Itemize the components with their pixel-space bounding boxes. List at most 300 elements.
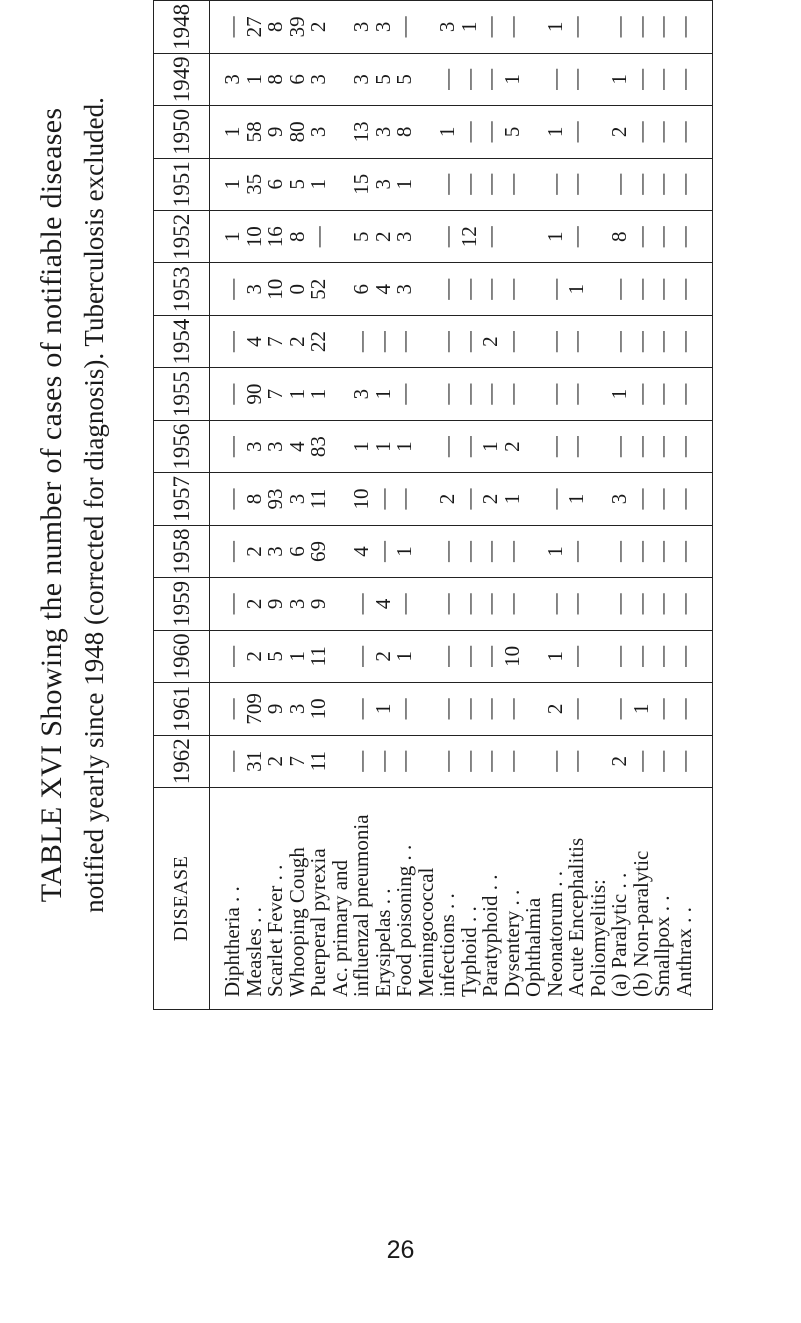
case-count: —: [542, 593, 567, 615]
case-count: —: [671, 173, 696, 195]
case-count: —: [478, 645, 502, 667]
case-count: [416, 159, 438, 210]
case-count: 5: [263, 651, 287, 662]
disease-name: Paratyphoid . .: [478, 874, 502, 997]
case-count: [523, 578, 545, 629]
case-count: —: [456, 173, 481, 195]
case-count: —: [628, 278, 653, 300]
year-header: 1953: [154, 263, 210, 315]
case-count: —: [392, 698, 416, 720]
disease-name: Diphtheria . .: [220, 886, 244, 997]
case-count: [330, 473, 352, 524]
case-count: [416, 421, 438, 472]
case-count: 9: [263, 703, 287, 715]
case-count: —: [542, 383, 567, 405]
case-count: —: [607, 540, 631, 562]
case-count: 5: [349, 231, 373, 242]
case-count: —: [456, 68, 481, 90]
case-count: —: [456, 121, 481, 143]
case-count: —: [650, 698, 674, 720]
year-values-cell: [210, 315, 713, 367]
case-count: —: [650, 593, 674, 615]
case-count: —: [435, 331, 459, 353]
case-count: —: [628, 331, 653, 353]
case-count: 3: [349, 388, 373, 400]
case-count: —: [220, 383, 244, 405]
case-count: —: [564, 698, 588, 720]
case-count: —: [650, 645, 674, 667]
case-count: —: [650, 68, 674, 90]
case-count: 1: [392, 546, 416, 557]
disease-names-cell: [210, 788, 713, 1010]
case-count: —: [435, 645, 459, 667]
case-count: 93: [263, 488, 287, 510]
case-count: —: [392, 16, 416, 38]
year-values-cell: [210, 106, 713, 158]
case-count: 1: [284, 388, 309, 400]
case-count: —: [542, 278, 567, 300]
case-count: —: [628, 16, 653, 38]
case-count: [330, 368, 352, 419]
case-count: —: [435, 750, 459, 772]
case-count: [588, 106, 610, 157]
disease-name: Acute Encephalitis: [564, 837, 588, 997]
case-count: 3: [284, 703, 309, 715]
case-count: —: [392, 750, 416, 772]
case-count: 3: [220, 74, 244, 85]
case-count: —: [542, 173, 567, 195]
case-count: 5: [370, 74, 395, 85]
case-count: —: [499, 331, 524, 353]
case-count: 11: [306, 488, 330, 510]
disease-name: Meningococcal: [413, 867, 438, 997]
year-header: 1958: [154, 525, 210, 577]
case-count: 9: [306, 598, 330, 610]
page-number: 26: [386, 1236, 415, 1264]
case-count: 3: [349, 74, 373, 85]
case-count: —: [220, 278, 244, 300]
disease-name: Measles . .: [241, 907, 266, 997]
case-count: 4: [349, 546, 373, 557]
case-count: —: [671, 540, 696, 562]
disease-name: influenzal pneumonia: [349, 814, 373, 997]
year-header: 1960: [154, 630, 210, 682]
case-count: —: [435, 540, 459, 562]
case-count: —: [628, 68, 653, 90]
case-count: 2: [478, 336, 502, 347]
case-count: 2: [435, 493, 459, 505]
case-count: [416, 316, 438, 367]
case-count: —: [650, 750, 674, 772]
case-count: [588, 316, 610, 367]
case-count: —: [220, 750, 244, 772]
case-count: —: [435, 68, 459, 90]
case-count: —: [542, 331, 567, 353]
disease-name: Puerperal pyrexia: [306, 848, 330, 997]
case-count: [523, 316, 545, 367]
case-count: 1: [392, 441, 416, 452]
year-values-cell: [210, 420, 713, 472]
case-count: 3: [370, 179, 395, 190]
case-count: —: [542, 436, 567, 458]
case-count: 10: [241, 226, 266, 248]
case-count: 12: [456, 226, 481, 248]
case-count: 3: [392, 283, 416, 295]
case-count: 3: [306, 74, 330, 85]
case-count: [523, 1, 545, 53]
case-count: —: [671, 750, 696, 772]
year-header: 1962: [154, 735, 210, 787]
header-row: [154, 1, 210, 1010]
year-values-cell: [210, 368, 713, 420]
case-count: 4: [241, 336, 266, 347]
case-count: [523, 106, 545, 157]
case-count: —: [392, 593, 416, 615]
case-count: —: [478, 226, 502, 248]
case-count: [416, 106, 438, 157]
case-count: 1: [607, 74, 631, 85]
case-count: —: [564, 436, 588, 458]
case-count: 3: [607, 493, 631, 505]
disease-name: Ac. primary and: [327, 859, 352, 997]
case-count: —: [220, 16, 244, 38]
case-count: —: [607, 16, 631, 38]
case-count: 8: [241, 493, 266, 505]
case-count: 1: [564, 493, 588, 505]
case-count: —: [564, 331, 588, 353]
case-count: 9: [263, 126, 287, 138]
case-count: —: [650, 278, 674, 300]
case-count: —: [370, 488, 395, 510]
case-count: 3: [306, 126, 330, 138]
case-count: 1: [456, 21, 481, 33]
case-count: —: [564, 68, 588, 90]
case-count: —: [220, 540, 244, 562]
case-count: 10: [349, 488, 373, 510]
case-count: —: [671, 436, 696, 458]
case-count: —: [349, 645, 373, 667]
year-values-cell: [210, 630, 713, 682]
case-count: —: [650, 488, 674, 510]
case-count: —: [607, 331, 631, 353]
case-count: 1: [542, 231, 567, 242]
year-values-cell: [210, 473, 713, 525]
case-count: 3: [263, 546, 287, 557]
case-count: —: [456, 698, 481, 720]
year-header: 1961: [154, 683, 210, 735]
disease-name: infections . .: [435, 893, 459, 997]
case-count: —: [370, 540, 395, 562]
case-count: [330, 1, 352, 53]
case-count: 1: [542, 21, 567, 33]
case-count: [523, 526, 545, 577]
case-count: [523, 683, 545, 734]
case-count: 27: [241, 16, 266, 38]
case-count: [588, 1, 610, 53]
case-count: —: [564, 593, 588, 615]
case-count: [588, 578, 610, 629]
case-count: —: [499, 540, 524, 562]
case-count: 7: [263, 336, 287, 347]
case-count: —: [220, 698, 244, 720]
case-count: 1: [478, 441, 502, 452]
case-count: —: [435, 698, 459, 720]
case-count: 1: [349, 441, 373, 452]
case-count: 3: [284, 598, 309, 610]
case-count: —: [671, 698, 696, 720]
case-count: —: [671, 68, 696, 90]
case-count: —: [370, 750, 395, 772]
case-count: 90: [241, 383, 266, 405]
disease-name: Ophthalmia: [521, 897, 545, 997]
case-count: —: [564, 540, 588, 562]
year-values-cell: [210, 735, 713, 787]
case-count: 1: [306, 179, 330, 190]
disease-name: Dysentery . .: [499, 889, 524, 997]
case-count: —: [671, 383, 696, 405]
case-count: —: [499, 750, 524, 772]
year-values-cell: [210, 158, 713, 210]
case-count: 6: [284, 546, 309, 557]
data-row: [210, 1, 713, 1010]
case-count: —: [478, 593, 502, 615]
case-count: —: [499, 593, 524, 615]
table-subtitle: notified yearly since 1948 (corrected for diagnosis). Tuberculosis excluded.: [79, 97, 109, 913]
case-count: 35: [241, 173, 266, 195]
case-count: —: [349, 698, 373, 720]
case-count: [330, 683, 352, 734]
case-count: 2: [263, 756, 287, 767]
case-count: [588, 631, 610, 682]
case-count: 3: [263, 441, 287, 452]
case-count: —: [542, 488, 567, 510]
case-count: [416, 736, 438, 787]
year-header: 1949: [154, 53, 210, 105]
case-count: —: [478, 383, 502, 405]
case-count: —: [564, 121, 588, 143]
case-count: 1: [370, 441, 395, 452]
case-count: 1: [607, 388, 631, 400]
case-count: [330, 106, 352, 157]
case-count: —: [650, 16, 674, 38]
year-values-cell: [210, 525, 713, 577]
year-header: 1952: [154, 211, 210, 263]
case-count: —: [607, 278, 631, 300]
case-count: [588, 683, 610, 734]
case-count: —: [650, 226, 674, 248]
case-count: —: [564, 226, 588, 248]
case-count: 39: [284, 16, 309, 38]
year-header: 1956: [154, 420, 210, 472]
case-count: 1: [220, 231, 244, 242]
case-count: 8: [263, 21, 287, 33]
case-count: [523, 736, 545, 787]
case-count: [330, 316, 352, 367]
case-count: 83: [306, 436, 330, 458]
case-count: [330, 421, 352, 472]
case-count: —: [671, 645, 696, 667]
case-count: [588, 211, 610, 262]
case-count: —: [628, 121, 653, 143]
case-count: —: [435, 278, 459, 300]
year-header: 1957: [154, 473, 210, 525]
year-header: 1948: [154, 1, 210, 54]
year-values-cell: [210, 683, 713, 735]
case-count: 22: [306, 331, 330, 353]
case-count: —: [392, 331, 416, 353]
year-header: 1950: [154, 106, 210, 158]
case-count: [330, 578, 352, 629]
case-count: 8: [392, 126, 416, 138]
case-count: 3: [349, 21, 373, 33]
case-count: 3: [392, 231, 416, 242]
case-count: 1: [628, 703, 653, 715]
case-count: —: [650, 383, 674, 405]
case-count: 1: [499, 74, 524, 85]
case-count: —: [220, 645, 244, 667]
case-count: —: [456, 645, 481, 667]
case-count: —: [671, 593, 696, 615]
case-count: —: [499, 383, 524, 405]
case-count: —: [628, 645, 653, 667]
case-count: —: [499, 698, 524, 720]
case-count: 2: [499, 441, 524, 452]
case-count: —: [628, 226, 653, 248]
case-count: [588, 159, 610, 210]
case-count: —: [220, 488, 244, 510]
case-count: [502, 211, 524, 262]
case-count: —: [349, 750, 373, 772]
disease-name: Poliomyelitis:: [585, 879, 610, 997]
case-count: —: [628, 488, 653, 510]
case-count: [416, 631, 438, 682]
case-count: 1: [392, 651, 416, 662]
case-count: 1: [564, 283, 588, 295]
case-count: 3: [241, 283, 266, 295]
case-count: —: [456, 488, 481, 510]
case-count: [523, 421, 545, 472]
case-count: —: [435, 226, 459, 248]
case-count: —: [671, 278, 696, 300]
table-title: TABLE XVI Showing the number of cases of notifiable diseases: [35, 107, 68, 903]
case-count: 52: [306, 278, 330, 300]
case-count: 709: [241, 693, 266, 725]
case-count: —: [650, 540, 674, 562]
case-count: 69: [306, 540, 330, 562]
case-count: 3: [241, 441, 266, 452]
case-count: —: [671, 226, 696, 248]
case-count: 2: [284, 336, 309, 347]
case-count: 1: [241, 74, 266, 85]
year-values-cell: [210, 263, 713, 315]
case-count: —: [671, 16, 696, 38]
year-values-cell: [210, 53, 713, 105]
case-count: —: [650, 173, 674, 195]
case-count: 15: [349, 173, 373, 195]
rotated-table-page: [35, 0, 735, 1010]
case-count: —: [456, 331, 481, 353]
case-count: —: [478, 698, 502, 720]
case-count: [523, 473, 545, 524]
case-count: 1: [220, 126, 244, 138]
case-count: [588, 263, 610, 314]
case-count: 11: [306, 646, 330, 667]
case-count: —: [564, 173, 588, 195]
case-count: —: [607, 698, 631, 720]
case-count: 0: [284, 283, 309, 295]
case-count: [523, 54, 545, 105]
case-count: —: [607, 645, 631, 667]
case-count: —: [499, 173, 524, 195]
case-count: —: [478, 121, 502, 143]
case-count: 3: [370, 126, 395, 138]
case-count: 2: [607, 756, 631, 767]
case-count: 58: [241, 121, 266, 143]
case-count: [330, 631, 352, 682]
case-count: [416, 1, 438, 53]
case-count: [588, 736, 610, 787]
year-values-cell: [210, 1, 713, 54]
case-count: 3: [284, 493, 309, 505]
case-count: 10: [499, 645, 524, 667]
case-count: [416, 211, 438, 262]
case-count: 1: [284, 651, 309, 662]
case-count: —: [220, 593, 244, 615]
case-count: —: [349, 593, 373, 615]
case-count: 7: [263, 388, 287, 400]
case-count: [330, 263, 352, 314]
case-count: 31: [241, 750, 266, 772]
case-count: —: [456, 383, 481, 405]
case-count: —: [478, 16, 502, 38]
case-count: —: [435, 173, 459, 195]
case-count: [416, 526, 438, 577]
case-count: —: [456, 750, 481, 772]
case-count: [588, 526, 610, 577]
case-count: 5: [284, 179, 309, 190]
case-count: 4: [370, 283, 395, 295]
case-count: 1: [370, 388, 395, 400]
year-header: 1959: [154, 578, 210, 630]
case-count: 10: [306, 698, 330, 720]
case-count: —: [478, 68, 502, 90]
case-count: 6: [284, 74, 309, 85]
case-count: [523, 368, 545, 419]
case-count: 1: [542, 126, 567, 138]
case-count: 1: [306, 388, 330, 400]
case-count: [523, 211, 545, 262]
case-count: 4: [284, 441, 309, 452]
case-count: —: [607, 593, 631, 615]
case-count: 1: [220, 179, 244, 190]
case-count: 1: [392, 179, 416, 190]
case-count: 2: [478, 493, 502, 505]
case-count: —: [456, 436, 481, 458]
case-count: —: [456, 540, 481, 562]
case-count: 2: [370, 651, 395, 662]
disease-name: (a) Paralytic . .: [607, 872, 631, 997]
case-count: 4: [370, 598, 395, 610]
case-count: —: [650, 331, 674, 353]
year-header: 1954: [154, 315, 210, 367]
case-count: 2: [241, 598, 266, 610]
case-count: —: [628, 540, 653, 562]
year-values-cell: [210, 211, 713, 263]
case-count: 2: [370, 231, 395, 242]
case-count: —: [306, 226, 330, 248]
case-count: 6: [263, 179, 287, 190]
case-count: —: [392, 383, 416, 405]
